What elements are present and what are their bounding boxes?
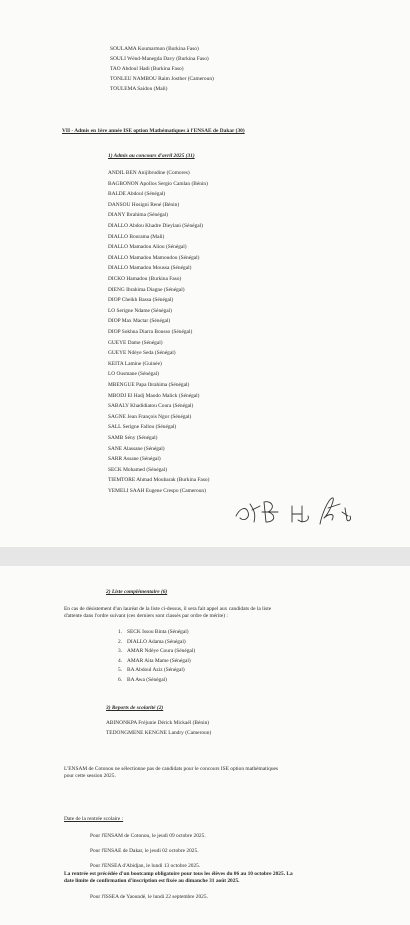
list-item: DIALLO Mamadou Mamoudou (Sénégal) — [108, 254, 200, 261]
waitlist-rank: 3. — [118, 648, 123, 655]
list-item: DIENG Ibrahima Diagne (Sénégal) — [108, 286, 185, 293]
list-item: DIOP Sokhna Diarra Bousso (Sénégal) — [108, 329, 193, 335]
list-item: SANE Alassane (Sénégal) — [108, 445, 165, 452]
page-gap — [0, 547, 410, 566]
bootcamp-notice-line-1: La rentrée est précédée d'un bootcamp obligatoire pour tous les élèves du 06 au 10 octobre 2025. La — [64, 871, 293, 877]
rentree-dakar: Pour l'ENSAE de Dakar, le jeudi 02 octobre 2025. — [90, 848, 199, 854]
list-item: GUEYE Ndèye Seda (Sénégal) — [108, 350, 176, 357]
list-item: TONLEU NAMBOU Raim Josther (Cameroun) — [110, 76, 214, 82]
list-item: DIALLO Abdou Khadre Dieylani (Sénégal) — [108, 223, 203, 229]
waitlist-rank: 4. — [118, 657, 123, 664]
ensam-notice-line-1: L'ENSAM de Cotonou ne sélectionne pas de candidats pour le concours ISE option mathématiques — [64, 766, 279, 772]
list-item: TAO Abdoul Hadi (Burkina Faso) — [110, 66, 184, 72]
list-item: SARR Assane (Sénégal) — [108, 456, 161, 463]
list-item: ANDIL BEN Anijibrudine (Comores) — [108, 170, 190, 176]
bootcamp-notice-line-2: date limite de confirmation d'inscription est fixée au dimanche 31 août 2025. — [64, 878, 240, 884]
rentree-title: Date de la rentrée scolaire : — [64, 816, 124, 822]
list-complementaire-title: 2) Liste complémentaire (6) — [106, 589, 168, 595]
waitlist-item — [118, 677, 167, 684]
rentree-cotonou: Pour l'ENSAM de Cotonou, le jeudi 09 octobre 2025. — [90, 833, 206, 839]
list-item: SOULAMA Koumarmon (Burkina Faso) — [110, 46, 199, 52]
list-item: LO Serigne Ndame (Sénégal) — [108, 307, 172, 314]
handwritten-signatures — [232, 494, 354, 528]
list-item: DIANY Ibrahima (Sénégal) — [108, 212, 168, 219]
waitlist-rank: 1. — [118, 629, 123, 635]
list-item: SECK Mohamed (Sénégal) — [108, 466, 167, 473]
waitlist-item — [118, 658, 191, 665]
list-item: TOULEMA Saidou (Mali) — [110, 86, 168, 92]
list-item: YEMELI SAAH Eugene Crespo (Cameroun) — [108, 488, 206, 494]
waitlist-name: BA Awa (Sénégal) — [127, 677, 167, 683]
list-item: SAGNE Jean François Ngor (Sénégal) — [108, 413, 192, 420]
list-item: ABINONKPA Fréjunie Dérick Mickaël (Bénin) — [106, 720, 210, 726]
waitlist-name: DIALLO Adama (Sénégal) — [127, 638, 186, 645]
waitlist-intro-line-2: d'attente dans l'ordre suivant (ces derniers sont classés par ordre de mérite) : — [64, 613, 228, 619]
list-item: TEDONGMENE KENGNE Landry (Cameroun) — [106, 729, 212, 736]
rentree-yaounde: Pour l'ISSEA de Yaoundé, le lundi 22 septembre 2025. — [90, 894, 208, 900]
subsection-title: 1) Admis au concours d'avril 2025 (31) — [108, 153, 195, 159]
waitlist-name: BA Abdoul Aziz (Sénégal) — [127, 667, 185, 674]
list-item: DANSOU Hosigni René (Bénin) — [108, 201, 180, 208]
document-page-2 — [0, 566, 410, 925]
waitlist-rank: 6. — [118, 677, 123, 683]
waitlist-item — [118, 629, 189, 636]
list-item: MBENGUE Papa Ibrahima (Sénégal) — [108, 382, 190, 388]
list-item: SALL Serigne Fallou (Sénégal) — [108, 424, 177, 431]
list-item: SAMB Sény (Sénégal) — [108, 435, 158, 441]
list-item: DIOP Cheikh Bassa (Sénégal) — [108, 297, 174, 304]
list-item: BAGBONON Apollos Sergio Camlan (Bénin) — [108, 180, 208, 187]
list-item: DIALLO Bourama (Mali) — [108, 233, 165, 240]
list-item: DIOP Max Mactar (Sénégal) — [108, 318, 171, 325]
waitlist-rank: 2. — [118, 638, 123, 645]
reports-title: 3) Reports de scolarité (2) — [106, 705, 164, 711]
list-item: LO Ousmane (Sénégal) — [108, 371, 159, 378]
list-item: DICKO Hamadou (Burkina Faso) — [108, 276, 182, 282]
list-item: BALDE Abdoul (Sénégal) — [108, 191, 166, 198]
waitlist-item — [118, 648, 195, 655]
waitlist-rank: 5. — [118, 667, 123, 674]
list-item: MBODJ El Hadj Maodo Malick (Sénégal) — [108, 392, 200, 399]
list-item: GUEYE Dame (Sénégal) — [108, 339, 163, 346]
waitlist-item — [118, 639, 186, 646]
list-item: KEITA Lamine (Guinée) — [108, 360, 162, 367]
rentree-abidjan: Pour l'ENSEA d'Abidjan, le lundi 13 octobre 2025. — [90, 863, 201, 869]
waitlist-name: SECK Issou Binta (Sénégal) — [127, 629, 189, 635]
ensam-notice-line-2: pour cette session 2025. — [64, 773, 116, 779]
waitlist-name: AMAR Aita Mame (Sénégal) — [127, 657, 191, 664]
waitlist-intro-line-1: En cas de désistement d'un lauréat de la liste ci-dessus, il sera fait appel aux candidats de la liste — [64, 606, 272, 612]
list-item: DIALLO Mamadou Aliou (Sénégal) — [108, 244, 187, 251]
waitlist-item — [118, 667, 185, 674]
list-item: TIEMTORE Ahmad Moubarak (Burkina Faso) — [108, 477, 210, 484]
section-title: VII - Admis en 1ère année ISE option Mathématiques à l'ENSAE de Dakar (30) — [62, 128, 245, 134]
list-item: SOULI Wénd-Manegda Davy (Burkina Faso) — [110, 56, 209, 62]
list-item: DIALLO Mamadou Moussa (Sénégal) — [108, 265, 192, 272]
list-item: SABALY Khadidiatou Coura (Sénégal) — [108, 403, 194, 410]
waitlist-name: AMAR Ndèye Coura (Sénégal) — [127, 648, 196, 655]
